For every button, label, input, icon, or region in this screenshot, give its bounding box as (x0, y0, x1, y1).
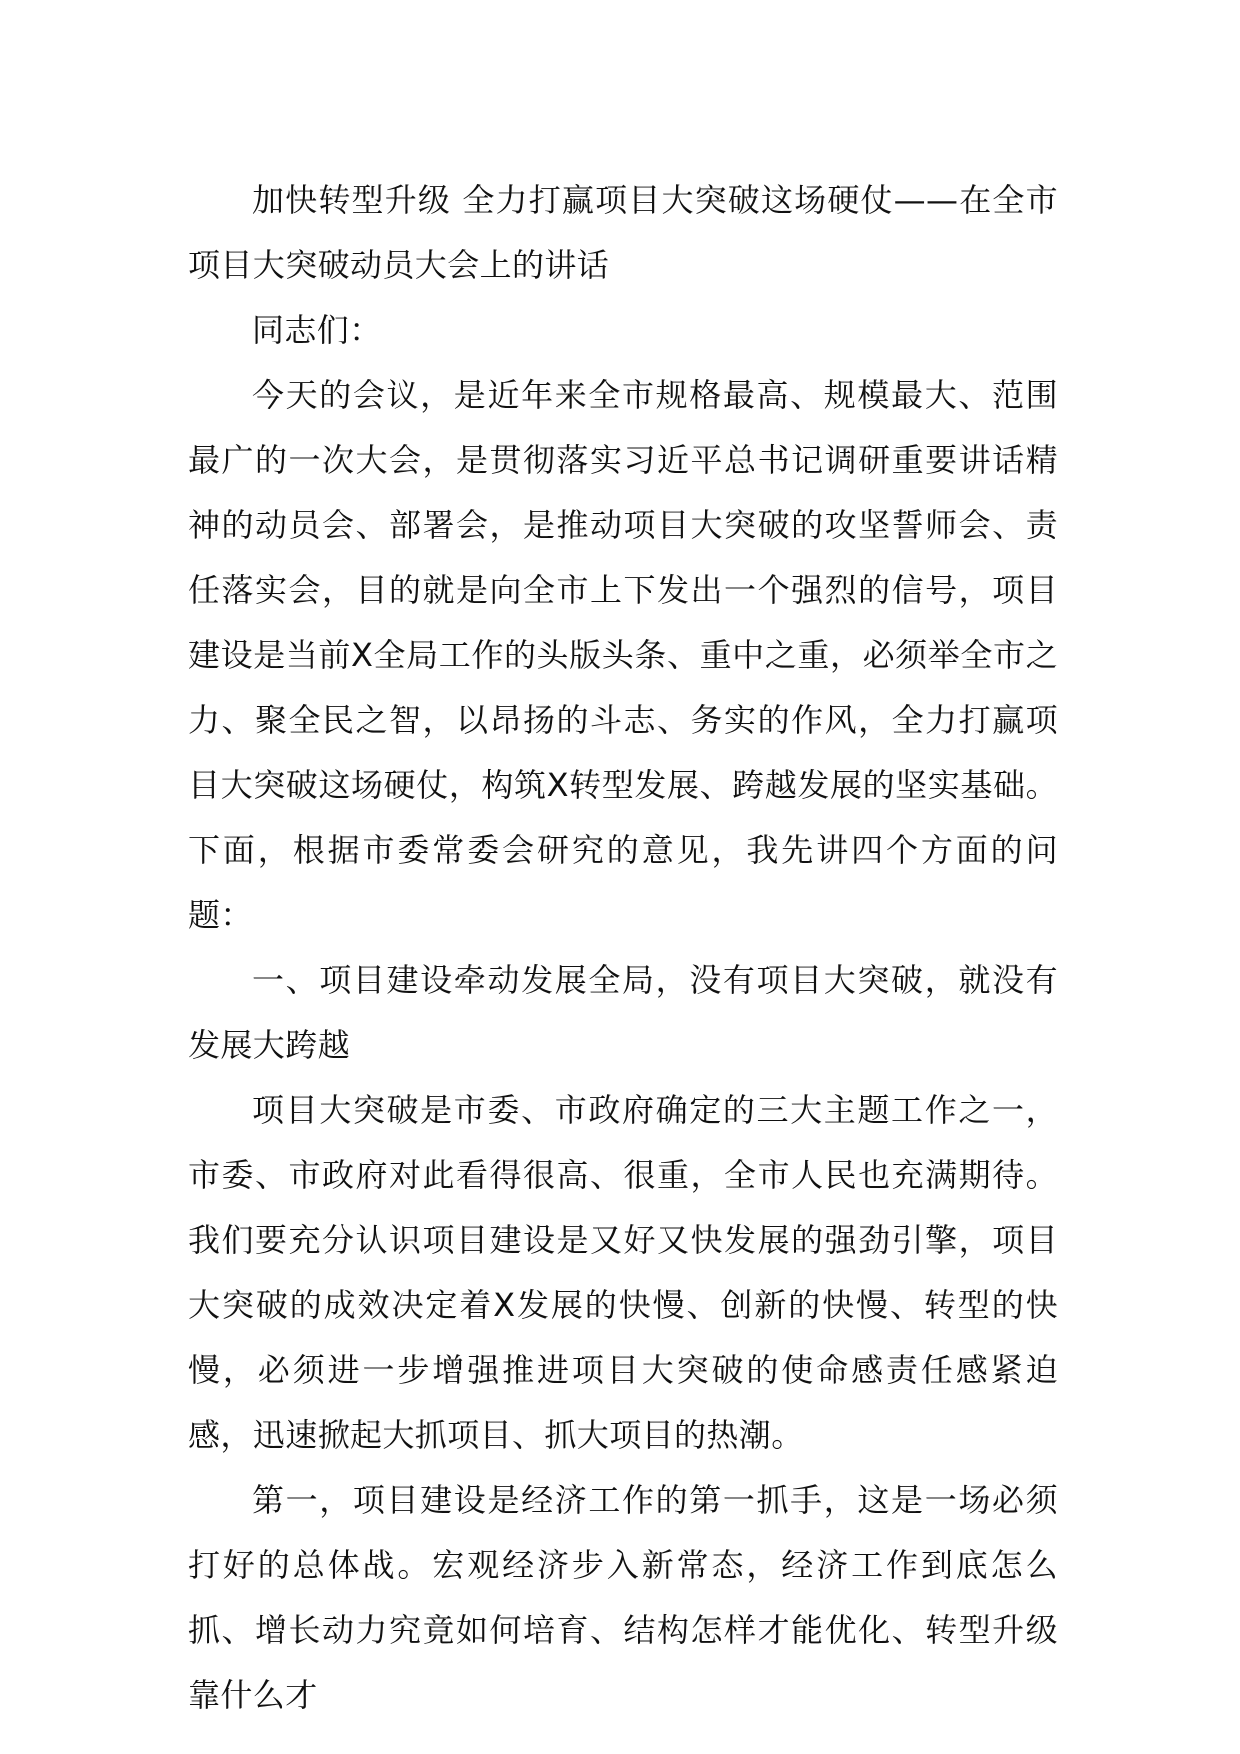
salutation: 同志们： (252, 311, 382, 349)
body-paragraph: 今天的会议，是近年来全市规格最高、规模最大、范围最广的一次大会，是贯彻落实习近平总书记调研重要讲话精神的动员会、部署会，是推动项目大突破的攻坚誓师会、责任落实会，目的就是向全市上下发出一个强烈的信号，项目建设是当前X全局工作的头版头条、重中之重，必须举全市之力、聚全民之智，以昂扬的斗志、务实的作风，全力打赢项目大突破这场硬仗，构筑X转型发展、跨越发展的坚实基础。下面，根据市委常委会研究的意见，我先讲四个方面的问题： (188, 376, 1058, 934)
section-heading: 一、项目建设牵动发展全局，没有项目大突破，就没有发展大跨越 (188, 961, 1058, 1064)
body-paragraph: 项目大突破是市委、市政府确定的三大主题工作之一，市委、市政府对此看得很高、很重，全市人民也充满期待。我们要充分认识项目建设是又好又快发展的强劲引擎，项目大突破的成效决定着X发展的快慢、创新的快慢、转型的快慢，必须进一步增强推进项目大突破的使命感责任感紧迫感，迅速掀起大抓项目、抓大项目的热潮。 (188, 1091, 1058, 1454)
body-paragraph: 第一，项目建设是经济工作的第一抓手，这是一场必须打好的总体战。宏观经济步入新常态，经济工作到底怎么抓、增长动力究竟如何培育、结构怎样才能优化、转型升级靠什么才 (188, 1481, 1058, 1714)
document-title: 加快转型升级 全力打赢项目大突破这场硬仗——在全市项目大突破动员大会上的讲话 (188, 181, 1058, 284)
document-page (188, 168, 1058, 1728)
